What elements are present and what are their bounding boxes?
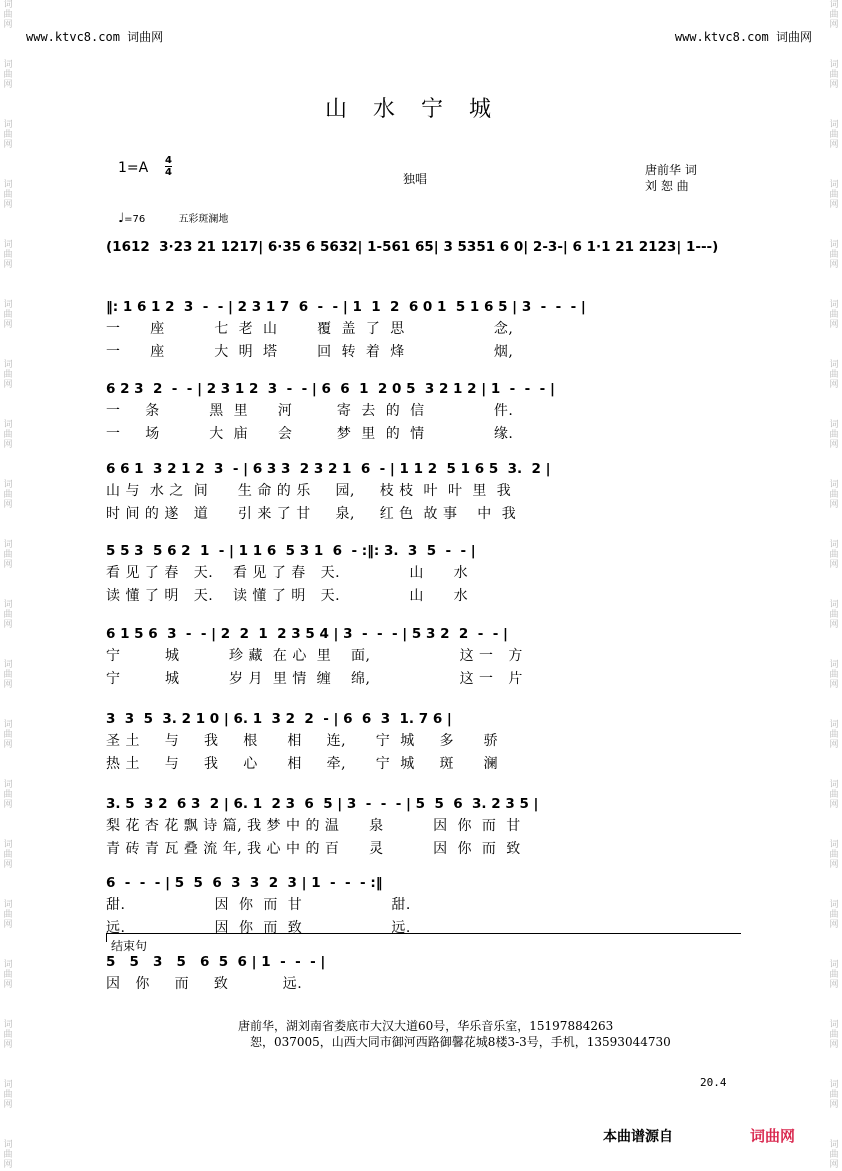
lyric-verse-1: 梨 花 杏 花 飘 诗 篇, 我 梦 中 的 温 泉 因 你 而 甘 bbox=[106, 818, 521, 834]
lyric-verse-1: 一 条 黑 里 河 寄 去 的 信 件. bbox=[106, 403, 514, 419]
source-site-link[interactable]: 词曲网 bbox=[750, 1127, 796, 1145]
performance-type: 独唱 bbox=[403, 172, 428, 186]
lyric-verse-1: 宁 城 珍 藏 在 心 里 面, 这 一 方 bbox=[106, 648, 523, 664]
credits bbox=[645, 162, 697, 194]
score-system-7 bbox=[106, 793, 740, 861]
notation-line: 6 1 5 6 3 - - | 2 2 1 2 3 5 4 | 3 - - - | 5 3 2 2 - - | bbox=[106, 626, 508, 642]
lyric-verse-1: 山 与 水 之 间 生 命 的 乐 园, 枝 枝 叶 叶 里 我 bbox=[106, 483, 512, 499]
lyric-verse-1: 看 见 了 春 天. 看 见 了 春 天. 山 水 bbox=[106, 565, 469, 581]
right-watermark-strip: 词曲网 词曲网 词曲网 词曲网 词曲网 词曲网 词曲网 词曲网 词曲网 词曲网 词曲网 词曲网 词曲网 词曲网 词曲网 词曲网 词曲网 词曲网 词曲网 词曲网 bbox=[829, 0, 839, 1170]
score-system-4 bbox=[106, 540, 740, 608]
lyric-verse-2: 远. 因 你 而 致 远. bbox=[106, 920, 411, 936]
score-system-5 bbox=[106, 623, 740, 691]
header-site-left[interactable]: www.ktvc8.com 词曲网 bbox=[26, 30, 164, 44]
song-title: 山水宁城 bbox=[324, 97, 517, 122]
notation-line: 3 3 5 3. 2 1 0 | 6. 1 3 2 2 - | 6 6 3 1. 7 6 | bbox=[106, 711, 452, 727]
contact-info bbox=[238, 1018, 671, 1050]
lyric-verse-2: 时 间 的 遂 道 引 来 了 甘 泉, 红 色 故 事 中 我 bbox=[106, 506, 517, 522]
lyric-verse-2: 读 懂 了 明 天. 读 懂 了 明 天. 山 水 bbox=[106, 588, 469, 604]
key-signature: 1=A bbox=[118, 160, 149, 176]
notation-line: 6 6 1 3 2 1 2 3 - | 6 3 3 2 3 2 1 6 - | 1 1 2 5 1 6 5 3. 2 | bbox=[106, 461, 551, 477]
coda-label: 结束句 bbox=[111, 939, 148, 953]
composer-credit: 刘 恕 曲 bbox=[645, 179, 689, 193]
lyric-verse-2: 宁 城 岁 月 里 情 缠 绵, 这 一 片 bbox=[106, 671, 523, 687]
notation-line: 3. 5 3 2 6 3 2 | 6. 1 2 3 6 5 | 3 - - - | 5 5 6 3. 2 3 5 | bbox=[106, 796, 539, 812]
lyric-verse-2: 热 土 与 我 心 相 牵, 宁 城 斑 澜 bbox=[106, 756, 499, 772]
quarter-note-icon: ♩ bbox=[118, 211, 125, 226]
source-label: 本曲谱源自 bbox=[603, 1129, 673, 1145]
contact-line-2: 恕，037005，山西大同市御河西路御馨花城8楼3-3号，手机，13593044730 bbox=[250, 1035, 671, 1049]
time-signature bbox=[165, 155, 172, 178]
notation-line: 5 5 3 5 6 5 6 | 1 - - - | bbox=[106, 954, 326, 970]
lyric-verse-1: 圣 土 与 我 根 相 连, 宁 城 多 骄 bbox=[106, 733, 499, 749]
contact-line-1: 唐前华，湖刘南省娄底市大汉大道60号，华乐音乐室，15197884263 bbox=[238, 1019, 614, 1033]
tempo-marking: ♩=76 五彩斑澜地 bbox=[118, 211, 229, 226]
left-watermark-strip: 词曲网 词曲网 词曲网 词曲网 词曲网 词曲网 词曲网 词曲网 词曲网 词曲网 词曲网 词曲网 词曲网 词曲网 词曲网 词曲网 词曲网 词曲网 词曲网 词曲网 bbox=[3, 0, 13, 1170]
lyricist-credit: 唐前华 词 bbox=[645, 163, 697, 177]
intro-subtitle: 五彩斑澜地 bbox=[178, 214, 229, 225]
lyric-verse-2: 一 座 大 明 塔 回 转 着 烽 烟, bbox=[106, 344, 514, 360]
notation-line: ‖: 1 6 1 2 3 - - | 2 3 1 7 6 - - | 1 1 2 6 0 1 5 1 6 5 | 3 - - - | bbox=[106, 299, 586, 315]
score-system-coda bbox=[106, 951, 740, 996]
notation-line: (1612 3·23 21 1217| 6·35 6 5632| 1-561 65| 3 5351 6 0| 2-3-| 6 1·1 21 2123| 1---) bbox=[106, 239, 719, 255]
lyric-coda: 因 你 而 致 远. bbox=[106, 976, 303, 992]
notation-line: 6 - - - | 5 5 6 3 3 2 3 | 1 - - - :‖ bbox=[106, 875, 383, 891]
score-system-6 bbox=[106, 708, 740, 776]
notation-line: 5 5 3 5 6 2 1 - | 1 1 6 5 3 1 6 - :‖: 3. 3 5 - - | bbox=[106, 543, 476, 559]
meter-top: 4 bbox=[165, 155, 172, 166]
score-system-3 bbox=[106, 458, 740, 526]
header-site-right[interactable]: www.ktvc8.com 词曲网 bbox=[674, 30, 812, 44]
lyric-verse-2: 一 场 大 庙 会 梦 里 的 情 缘. bbox=[106, 426, 514, 442]
score-system-8 bbox=[106, 872, 740, 940]
score-system-intro bbox=[106, 236, 740, 258]
lyric-verse-1: 甜. 因 你 而 甘 甜. bbox=[106, 897, 411, 913]
coda-bracket bbox=[106, 933, 741, 942]
lyric-verse-1: 一 座 七 老 山 覆 盖 了 思 念, bbox=[106, 321, 514, 337]
page-number: 20.4 bbox=[700, 1076, 727, 1089]
notation-line: 6 2 3 2 - - | 2 3 1 2 3 - - | 6 6 1 2 0 5 3 2 1 2 | 1 - - - | bbox=[106, 381, 555, 397]
lyric-verse-2: 青 砖 青 瓦 叠 流 年, 我 心 中 的 百 灵 因 你 而 致 bbox=[106, 841, 521, 857]
score-system-1 bbox=[106, 296, 740, 364]
meter-bottom: 4 bbox=[165, 167, 172, 178]
score-system-2 bbox=[106, 378, 740, 446]
